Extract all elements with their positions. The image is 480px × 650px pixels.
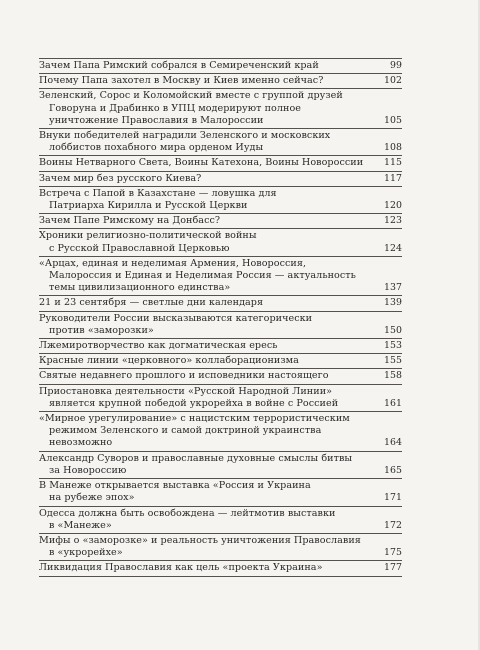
toc-entry-page-number: 165 bbox=[383, 464, 402, 476]
toc-entry-title-line: Почему Папа захотел в Москву и Киев именно сейчас? bbox=[39, 75, 324, 87]
toc-entry bbox=[39, 479, 402, 506]
toc-entry bbox=[39, 214, 402, 229]
toc-entry bbox=[39, 156, 402, 171]
toc-entry-page-number: 153 bbox=[383, 340, 402, 352]
toc-entry bbox=[39, 412, 402, 452]
toc-entry-page-number: 123 bbox=[383, 215, 402, 227]
toc-entry bbox=[39, 296, 402, 311]
toc-entry-title-line: Александр Суворов и православные духовные смыслы битвы bbox=[39, 452, 353, 464]
toc-entry-title-line: уничтожение Православия в Малороссии bbox=[49, 114, 264, 126]
toc-entry bbox=[39, 187, 402, 214]
toc-entry bbox=[39, 172, 402, 187]
toc-entry-title-line: лоббистов похабного мира орденом Иуды bbox=[49, 142, 264, 154]
toc-entry-title-line: Зачем Папе Римскому на Донбасс? bbox=[39, 215, 221, 227]
toc-entry bbox=[39, 369, 402, 384]
toc-entry bbox=[39, 312, 402, 339]
toc-entry-page-number: 155 bbox=[383, 355, 402, 367]
toc-entry-page-number: 120 bbox=[383, 200, 402, 212]
toc-entry-title-line: Ликвидация Православия как цель «проекта Украина» bbox=[39, 562, 323, 574]
toc-entry-page-number: 150 bbox=[383, 324, 402, 336]
toc-entry-page-number: 108 bbox=[383, 142, 402, 154]
toc-entry-title-line: за Новороссию bbox=[49, 464, 127, 476]
toc-entry-title-line: Внуки победителей наградили Зеленского и московских bbox=[39, 130, 331, 142]
toc-entry-title-line: Мифы о «заморозке» и реальность уничтожения Православия bbox=[39, 534, 361, 546]
toc-entry bbox=[39, 452, 402, 479]
toc-entry-title-line: Одесса должна быть освобождена — лейтмотив выставки bbox=[39, 507, 336, 519]
toc-entry-title-line: в «укрорейхе» bbox=[49, 547, 123, 559]
toc-entry-title-line: является крупной победой укрорейха в войне с Россией bbox=[49, 397, 339, 409]
toc-entry bbox=[39, 507, 402, 534]
toc-entry-page-number: 115 bbox=[383, 157, 402, 169]
toc-entry bbox=[39, 339, 402, 354]
toc-entry-page-number: 171 bbox=[383, 492, 402, 504]
toc-entry-title-line: Зачем Папа Римский собрался в Семиреченский край bbox=[39, 60, 319, 71]
toc-entry-title-line: с Русской Православной Церковью bbox=[49, 242, 230, 254]
toc-entry-title-line: Красные линии «церковного» коллаборационизма bbox=[39, 355, 299, 367]
toc-entry-title-line: Патриарха Кирилла и Русской Церкви bbox=[49, 200, 248, 212]
toc-entry bbox=[39, 229, 402, 256]
toc-entry bbox=[39, 59, 402, 74]
toc-entry-title-line: Приостановка деятельности «Русской Народной Линии» bbox=[39, 385, 333, 397]
toc-entry-title-line: Хроники религиозно-политической войны bbox=[39, 230, 257, 242]
toc-entry-page-number: 161 bbox=[383, 397, 402, 409]
toc-entry-title-line: 21 и 23 сентября — светлые дни календаря bbox=[39, 297, 264, 309]
toc-entry-title-line: Малороссия и Единая и Неделимая Россия — актуальность bbox=[49, 270, 356, 282]
toc-entry-page-number: 105 bbox=[383, 114, 402, 126]
toc-entry-page-number: 102 bbox=[383, 75, 402, 87]
toc-entry-title-line: Лжемиротворчество как догматическая ересь bbox=[39, 340, 278, 352]
toc-entry bbox=[39, 74, 402, 89]
toc-entry-page-number: 124 bbox=[383, 242, 402, 254]
toc-entry bbox=[39, 354, 402, 369]
toc-entry-page-number: 172 bbox=[383, 519, 402, 531]
toc-entry-page-number: 139 bbox=[383, 297, 402, 309]
toc-entry-title-line: Святые недавнего прошлого и исповедники настоящего bbox=[39, 370, 329, 382]
toc-entry-title-line: в «Манеже» bbox=[49, 519, 112, 531]
toc-entry-page-number: 158 bbox=[383, 370, 402, 382]
toc-entry bbox=[39, 561, 402, 576]
toc-entry-page-number: 175 bbox=[383, 547, 402, 559]
toc-entry-title-line: темы цивилизационного единства» bbox=[49, 282, 231, 294]
toc-entry-title-line: «Арцах, единая и неделимая Армения, Новороссия, bbox=[39, 257, 307, 269]
toc-entry-title-line: Говоруна и Драбинко в УПЦ модерируют полное bbox=[49, 102, 302, 114]
toc-entry-title-line: невозможно bbox=[49, 437, 113, 449]
toc-entry-title-line: Руководители России высказываются категорически bbox=[39, 312, 313, 324]
toc-entry-title-line: Воины Нетварного Света, Воины Катехона, Воины Новороссии bbox=[39, 157, 364, 169]
table-of-contents bbox=[39, 58, 402, 577]
toc-entry-page-number: 117 bbox=[383, 172, 402, 184]
toc-entry-page-number: 99 bbox=[389, 60, 402, 71]
toc-entry bbox=[39, 129, 402, 156]
toc-entry bbox=[39, 89, 402, 129]
toc-entry-title-line: Встреча с Папой в Казахстане — ловушка для bbox=[39, 187, 277, 199]
toc-entry-title-line: В Манеже открывается выставка «Россия и Украина bbox=[39, 480, 311, 492]
toc-entry bbox=[39, 534, 402, 561]
toc-entry-title-line: Зачем мир без русского Киева? bbox=[39, 172, 202, 184]
toc-entry-page-number: 137 bbox=[383, 282, 402, 294]
toc-entry-title-line: режимом Зеленского и самой доктриной украинства bbox=[49, 425, 322, 437]
toc-entry-title-line: Зеленский, Сорос и Коломойский вместе с группой друзей bbox=[39, 90, 343, 102]
toc-entry-page-number: 177 bbox=[383, 562, 402, 574]
toc-entry-title-line: против «заморозки» bbox=[49, 324, 154, 336]
toc-entry-title-line: «Мирное урегулирование» с нацистским террористическим bbox=[39, 413, 350, 425]
toc-entry-page-number: 164 bbox=[383, 437, 402, 449]
toc-entry-title-line: на рубеже эпох» bbox=[49, 492, 135, 504]
toc-entry bbox=[39, 257, 402, 297]
toc-entry bbox=[39, 385, 402, 412]
